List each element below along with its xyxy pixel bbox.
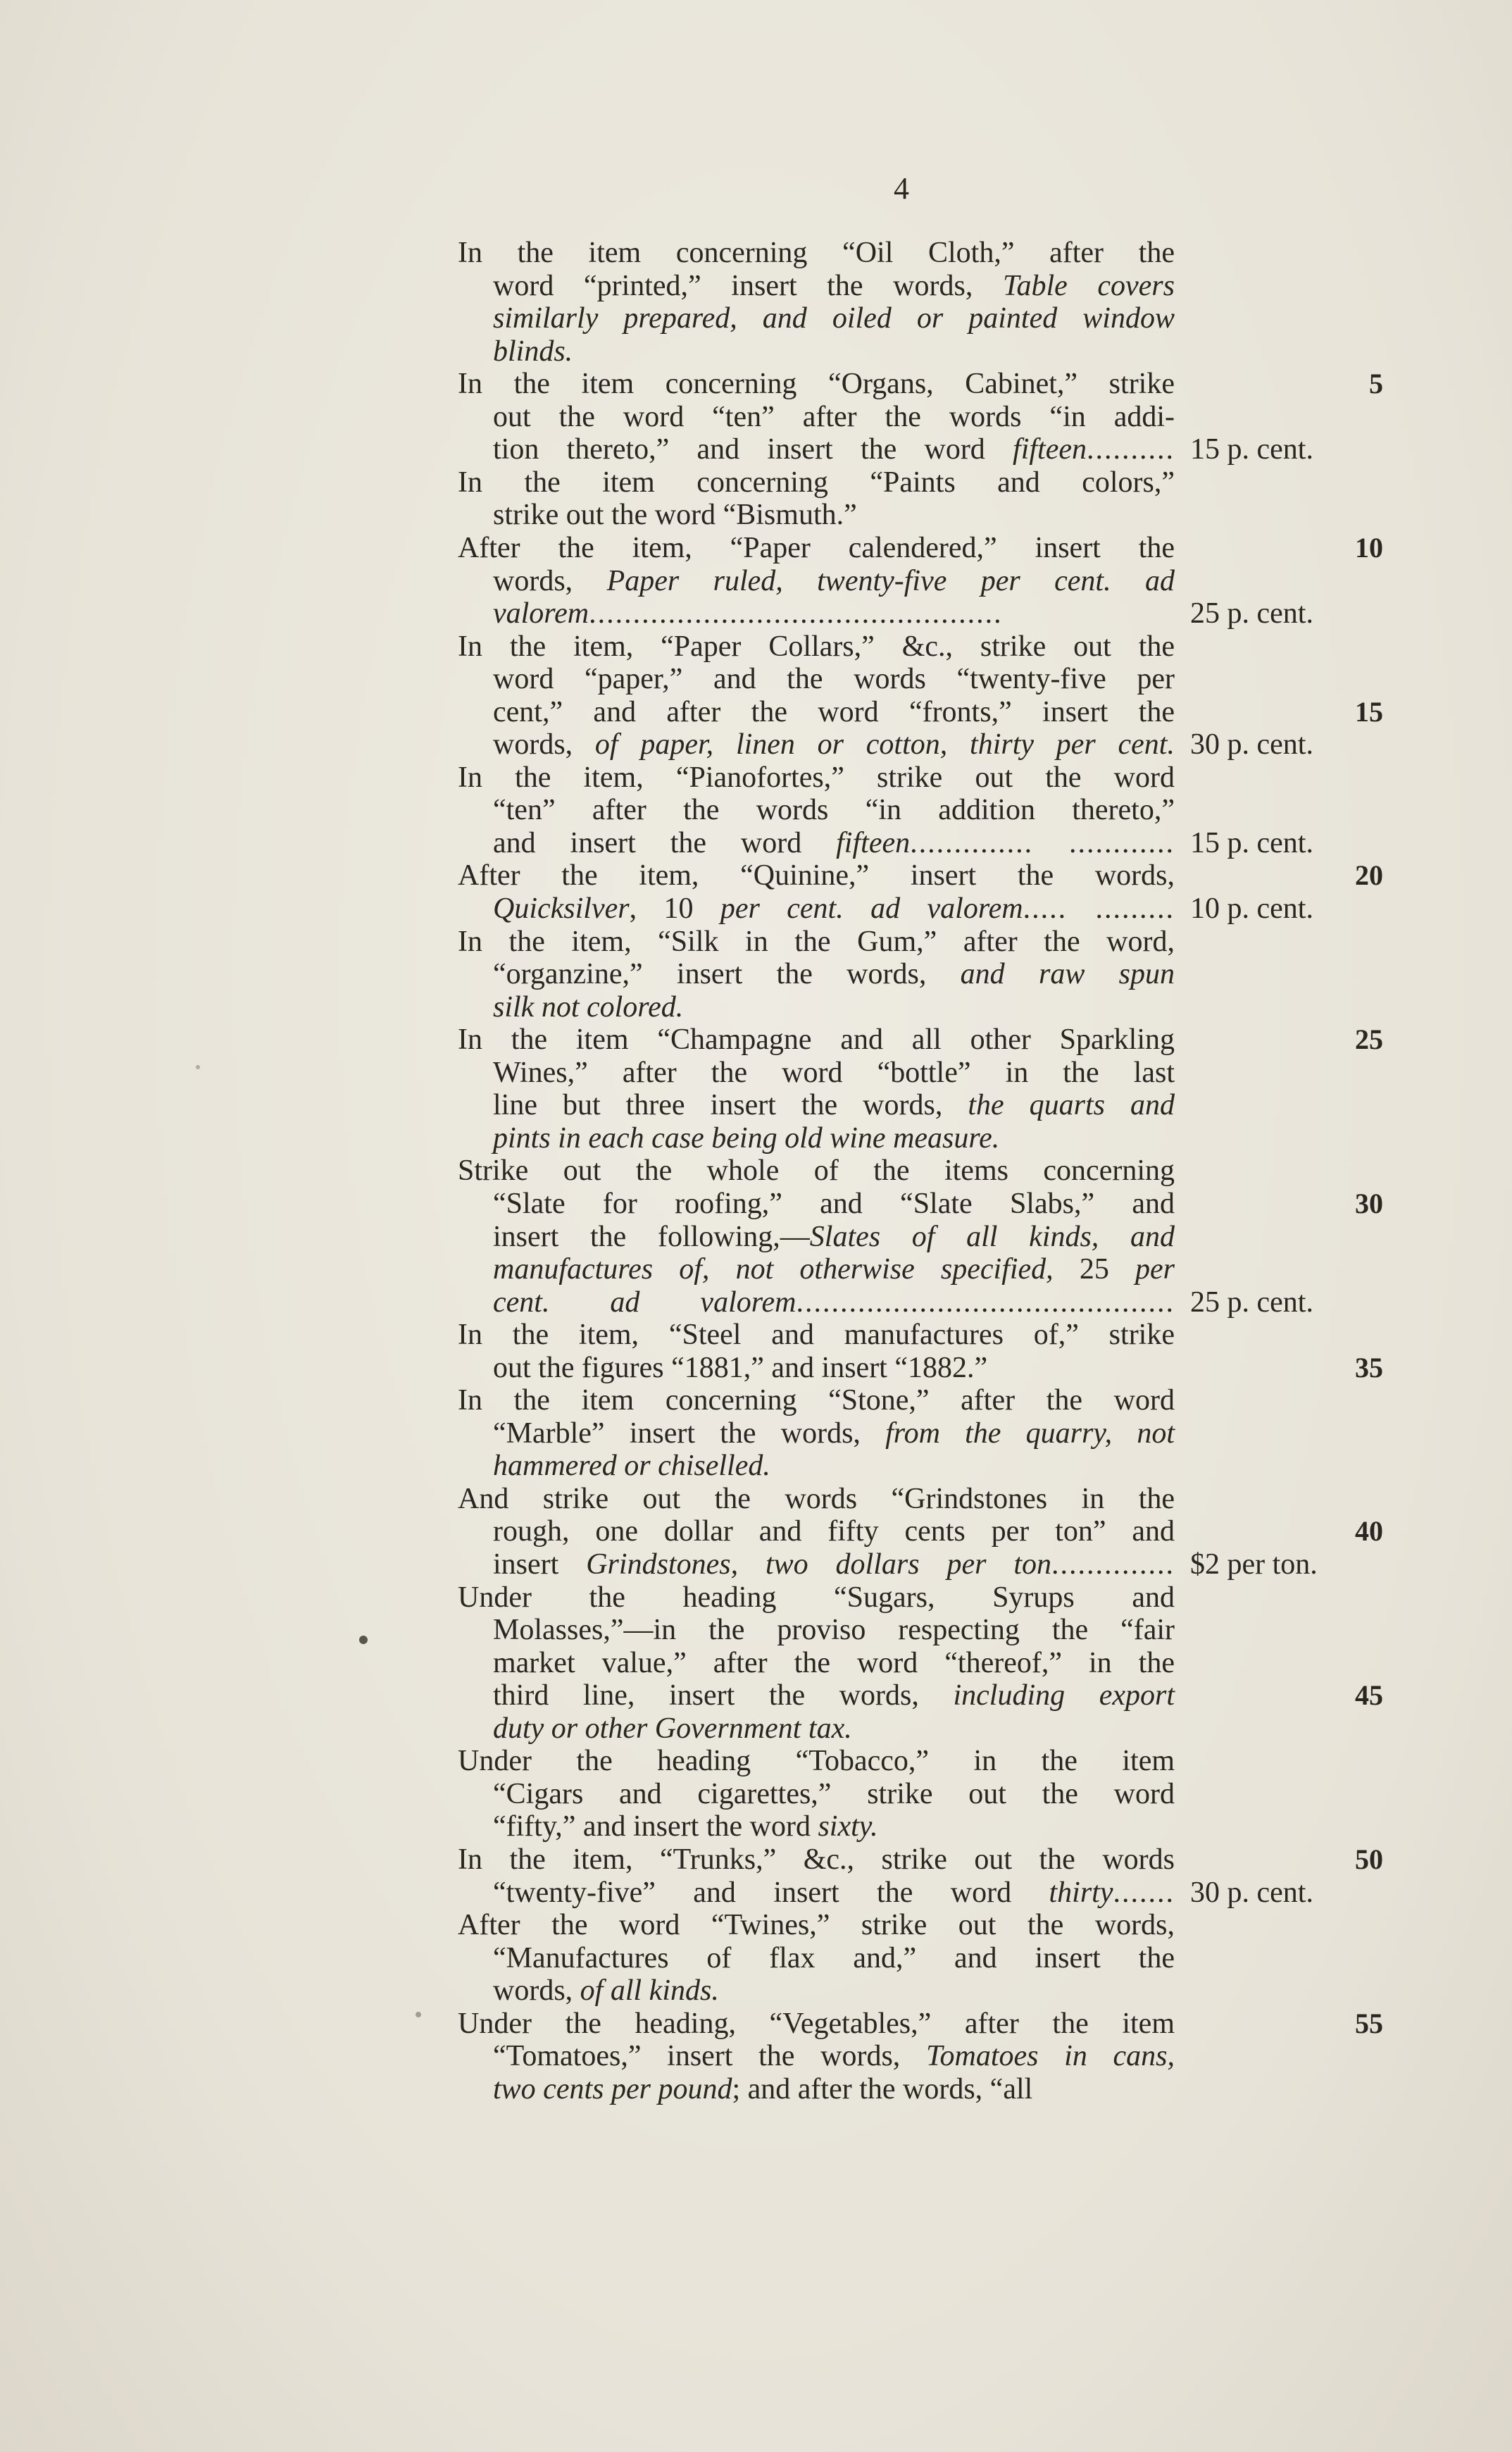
text-segment: Grindstones, two dollars per ton <box>586 1548 1052 1581</box>
text-line <box>458 237 1175 269</box>
text-line <box>493 1877 1175 1909</box>
text-segment: words, <box>493 1974 580 2008</box>
text-segment: In the item, “Pianofortes,” strike out the word <box>458 761 1175 794</box>
text-segment: Molasses,”—in the proviso respecting the “fair <box>493 1614 1175 1647</box>
text-line <box>493 728 1175 761</box>
text-segment: In the item concerning “Oil Cloth,” after the <box>458 237 1175 269</box>
leader-dots: ....... <box>1113 1876 1175 1909</box>
text-segment: cent. ad valorem <box>493 1286 796 1319</box>
margin-line-number: 30 <box>1355 1187 1383 1219</box>
text-segment: blinds. <box>493 335 573 368</box>
text-segment: out the word “ten” after the words “in addi- <box>493 400 1175 433</box>
text-segment: Slates of all kinds, and <box>809 1220 1175 1253</box>
duty-rate: 15 p. cent. <box>1190 433 1313 466</box>
text-line <box>493 1778 1175 1810</box>
text-segment: Under the heading “Sugars, Syrups and <box>458 1581 1175 1614</box>
text-segment: insert the following,— <box>493 1220 810 1253</box>
text-line <box>493 1712 1175 1745</box>
margin-line-number: 50 <box>1355 1843 1383 1875</box>
text-line <box>493 991 1175 1023</box>
text-segment: “ten” after the words “in addition thereto,” <box>493 794 1175 827</box>
text-segment: words, <box>493 728 595 761</box>
text-line <box>458 368 1175 400</box>
text-segment: Tomatoes in cans, <box>925 2040 1175 2073</box>
text-segment: of paper, linen or cotton, thirty per cent. <box>594 728 1175 761</box>
text-segment: 25 <box>1053 1253 1135 1286</box>
text-line <box>493 1286 1175 1319</box>
text-line <box>493 1450 1175 1482</box>
text-line <box>458 1023 1175 1056</box>
text-segment: “organzine,” insert the words, <box>493 958 961 991</box>
ink-speck <box>196 1065 200 1069</box>
text-segment: In the item, “Paper Collars,” &c., strike out the <box>458 630 1175 663</box>
text-line <box>493 2073 1175 2105</box>
text-line <box>493 1974 1175 2007</box>
text-segment: “fifty,” and insert the word <box>493 1810 818 1843</box>
text-segment: the quarts and <box>968 1089 1175 1122</box>
text-segment: Quicksilver <box>493 892 630 925</box>
margin-line-number: 5 <box>1369 368 1383 400</box>
text-segment: Table covers <box>1002 269 1175 302</box>
margin-line-number: 45 <box>1355 1679 1383 1712</box>
text-line <box>458 1483 1175 1515</box>
text-segment: “Manufactures of flax and,” and insert the <box>493 1941 1175 1974</box>
duty-rate: 25 p. cent. <box>1190 597 1313 630</box>
text-segment: third line, insert the words, <box>493 1679 954 1712</box>
text-segment: of all kinds. <box>580 1974 719 2008</box>
text-segment: “Cigars and cigarettes,” strike out the word <box>493 1777 1175 1810</box>
text-segment: In the item concerning “Paints and colors,” <box>458 466 1175 499</box>
text-segment: Strike out the whole of the items concerning <box>458 1155 1175 1188</box>
text-segment: fifteen <box>836 826 911 859</box>
text-line <box>493 663 1175 695</box>
text-line <box>458 859 1175 892</box>
text-segment: sixty. <box>818 1810 878 1843</box>
duty-rate: $2 per ton. <box>1190 1548 1318 1581</box>
duty-rate: 30 p. cent. <box>1190 728 1313 761</box>
text-segment: two cents per pound <box>493 2072 732 2105</box>
text-line <box>493 270 1175 302</box>
text-segment: Under the heading, “Vegetables,” after the item <box>458 2007 1175 2040</box>
text-segment: “Tomatoes,” insert the words, <box>493 2040 926 2073</box>
text-segment: “twenty-five” and insert the word <box>493 1876 1049 1909</box>
text-segment: line but three insert the words, <box>493 1089 968 1122</box>
text-segment: hammered or chiselled. <box>493 1450 770 1483</box>
text-line <box>493 2040 1175 2072</box>
text-segment: word “printed,” insert the words, <box>493 269 1003 302</box>
margin-line-number: 40 <box>1355 1515 1383 1548</box>
text-segment: fifteen <box>1013 433 1087 466</box>
text-segment: valorem <box>493 597 589 630</box>
text-line <box>458 1843 1175 1876</box>
text-segment: cent,” and after the word “fronts,” insert the <box>493 695 1175 728</box>
text-line <box>493 302 1175 335</box>
text-segment: per <box>1135 1253 1175 1286</box>
text-line <box>458 761 1175 794</box>
text-segment: After the item, “Paper calendered,” insert the <box>458 531 1175 564</box>
text-segment: After the item, “Quinine,” insert the words, <box>458 859 1175 892</box>
leader-dots: .......... <box>1087 433 1175 466</box>
margin-line-number: 25 <box>1355 1023 1383 1056</box>
duty-rate: 25 p. cent. <box>1190 1286 1313 1319</box>
text-segment: In the item concerning “Organs, Cabinet,” strike <box>458 368 1175 401</box>
text-line <box>493 1614 1175 1646</box>
text-segment: In the item “Champagne and all other Sparkling <box>458 1023 1175 1057</box>
text-segment: from the quarry, not <box>885 1417 1175 1450</box>
leader-dots: ............................................... <box>589 597 1003 630</box>
text-line <box>458 1384 1175 1417</box>
text-segment: In the item, “Steel and manufactures of,” strike <box>458 1319 1175 1352</box>
text-segment: market value,” after the word “thereof,” in the <box>493 1646 1175 1679</box>
margin-line-number: 35 <box>1355 1351 1383 1383</box>
text-line <box>458 1745 1175 1777</box>
text-segment: similarly prepared, and oiled or painted window <box>493 302 1175 335</box>
text-segment: pints in each case being old wine measure. <box>493 1121 1000 1155</box>
duty-rate: 15 p. cent. <box>1190 826 1313 859</box>
text-line <box>493 1679 1175 1712</box>
text-segment: silk not colored. <box>493 990 684 1023</box>
text-line <box>493 794 1175 826</box>
text-segment: and raw spun <box>960 958 1175 991</box>
text-line <box>458 532 1175 564</box>
duty-rate: 10 p. cent. <box>1190 892 1313 925</box>
text-segment: Wines,” after the word “bottle” in the last <box>493 1056 1175 1089</box>
text-segment: , 10 <box>629 892 720 925</box>
leader-dots: ........................................... <box>796 1286 1175 1319</box>
text-segment: Under the heading “Tobacco,” in the item <box>458 1745 1175 1778</box>
leader-dots: .............. <box>1051 1548 1175 1581</box>
duty-rate: 30 p. cent. <box>1190 1876 1313 1909</box>
text-line <box>493 1647 1175 1679</box>
text-segment: In the item concerning “Stone,” after the word <box>458 1384 1175 1417</box>
text-line <box>493 1548 1175 1581</box>
text-segment: After the word “Twines,” strike out the words, <box>458 1909 1175 1942</box>
margin-line-number: 10 <box>1355 531 1383 564</box>
text-segment: insert <box>493 1548 587 1581</box>
text-line <box>493 1515 1175 1548</box>
text-line <box>493 1089 1175 1121</box>
text-line <box>493 1253 1175 1286</box>
text-line <box>493 433 1175 466</box>
text-segment: word “paper,” and the words “twenty-five per <box>493 663 1175 696</box>
text-line <box>493 958 1175 990</box>
text-line <box>458 1909 1175 1941</box>
text-segment: “Marble” insert the words, <box>493 1417 886 1450</box>
text-line <box>493 892 1175 925</box>
margin-line-number: 55 <box>1355 2007 1383 2039</box>
text-line <box>493 597 1175 630</box>
text-line <box>493 1810 1175 1843</box>
text-segment: words, <box>493 564 607 597</box>
text-segment: out the figures “1881,” and insert “1882.” <box>493 1351 988 1384</box>
text-line <box>458 630 1175 663</box>
text-segment: “Slate for roofing,” and “Slate Slabs,” and <box>493 1187 1175 1220</box>
text-line <box>458 2008 1175 2040</box>
text-line <box>493 1417 1175 1450</box>
text-segment: strike out the word “Bismuth.” <box>493 499 857 532</box>
text-segment: And strike out the words “Grindstones in the <box>458 1482 1175 1515</box>
text-segment: per cent. ad valorem <box>720 892 1023 925</box>
text-segment: and insert the word <box>493 826 837 859</box>
text-line <box>493 827 1175 859</box>
text-line <box>458 1319 1175 1351</box>
text-line <box>493 1352 1175 1384</box>
text-line <box>458 466 1175 499</box>
text-segment: rough, one dollar and fifty cents per ton” and <box>493 1515 1175 1548</box>
text-line <box>493 1188 1175 1220</box>
text-line <box>493 1057 1175 1089</box>
ink-speck <box>416 2012 421 2017</box>
text-line <box>458 1581 1175 1614</box>
text-line <box>493 401 1175 433</box>
text-line <box>493 1942 1175 1974</box>
text-segment: In the item, “Trunks,” &c., strike out the words <box>458 1843 1175 1876</box>
leader-dots: ..... ......... <box>1023 892 1175 925</box>
text-segment: manufactures of, not otherwise specified, <box>493 1253 1054 1286</box>
leader-dots: .............. ............ <box>910 826 1175 859</box>
text-line <box>493 335 1175 368</box>
margin-line-number: 20 <box>1355 859 1383 892</box>
margin-line-number: 15 <box>1355 695 1383 728</box>
text-segment: ; and after the words, “all <box>732 2072 1033 2105</box>
text-segment: In the item, “Silk in the Gum,” after the word, <box>458 925 1175 958</box>
text-line <box>493 696 1175 728</box>
text-line <box>458 1155 1175 1187</box>
ink-speck <box>359 1636 368 1644</box>
page-number: 4 <box>894 171 909 206</box>
text-segment: thirty <box>1049 1876 1113 1909</box>
text-line <box>458 926 1175 958</box>
text-line <box>493 1122 1175 1155</box>
text-line <box>493 565 1175 597</box>
text-line <box>493 499 1175 531</box>
text-segment: Paper ruled, twenty-five per cent. ad <box>606 564 1175 597</box>
text-segment: including export <box>953 1679 1175 1712</box>
text-line <box>493 1221 1175 1253</box>
text-segment: tion thereto,” and insert the word <box>493 433 1013 466</box>
text-segment: duty or other Government tax. <box>493 1712 852 1745</box>
